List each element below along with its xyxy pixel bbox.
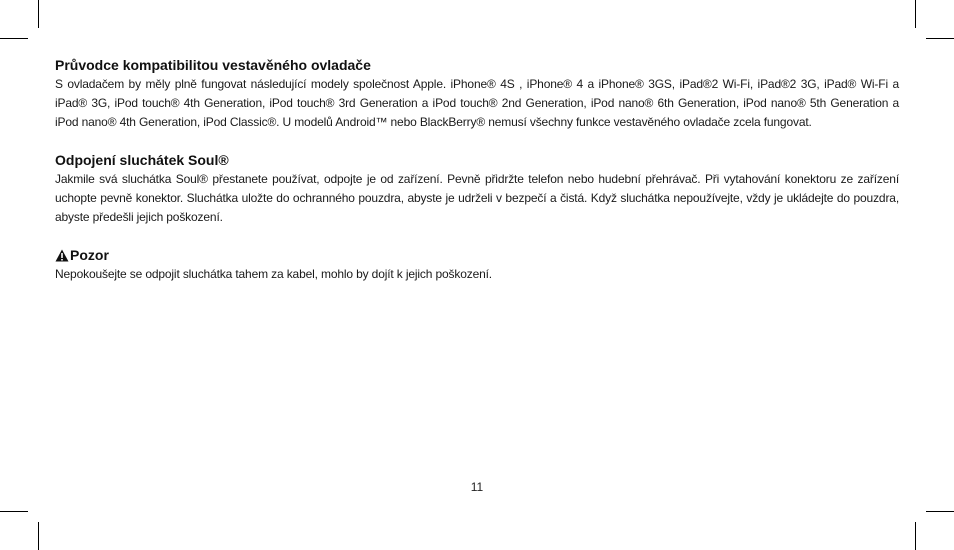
crop-mark-bottom-right-horizontal xyxy=(926,511,954,512)
page-content xyxy=(55,56,899,303)
disconnect-section xyxy=(55,151,899,227)
warning-heading: Pozor xyxy=(70,247,109,263)
disconnect-text: Jakmile svá sluchátka Soul® přestanete používat, odpojte je od zařízení. Pevně přidržte telefon nebo hudební přehrávač. Při vytahování konektoru ze zařízení uchopte pevně konektor. Sluchátka uložte do ochranného pouzdra, abyste je udrželi v bezpečí a čistá. Když sluchátka nepoužívejte, vždy je ukládejte do pouzdra, abyste předešli jejich poškození. xyxy=(55,172,899,224)
crop-mark-top-left-horizontal xyxy=(0,38,28,39)
disconnect-heading: Odpojení sluchátek Soul® xyxy=(55,152,229,168)
crop-mark-top-left-vertical xyxy=(38,0,39,28)
compatibility-text: S ovladačem by měly plně fungovat následující modely společnost Apple. iPhone® 4S , iPhone® 4 a iPhone® 3GS, iPad®2 Wi-Fi, iPad®2 3G, iPad® Wi-Fi a iPad® 3G, iPod touch® 4th Generation, iPod touch® 3rd Generation a iPod touch® 2nd Generation, iPod nano® 6th Generation, iPod nano® 5th Generation a iPod nano® 4th Generation, iPod Classic®. U modelů Android™ nebo BlackBerry® nemusí všechny funkce vestavěného ovladače zcela fungovat. xyxy=(55,77,899,129)
warning-section xyxy=(55,246,899,284)
compatibility-heading: Průvodce kompatibilitou vestavěného ovladače xyxy=(55,57,371,73)
warning-triangle-icon xyxy=(55,249,69,262)
crop-mark-bottom-left-vertical xyxy=(38,522,39,550)
crop-mark-bottom-right-vertical xyxy=(915,522,916,550)
crop-mark-top-right-vertical xyxy=(915,0,916,28)
warning-text: Nepokoušejte se odpojit sluchátka tahem za kabel, mohlo by dojít k jejich poškození. xyxy=(55,267,492,281)
crop-mark-bottom-left-horizontal xyxy=(0,511,28,512)
crop-mark-top-right-horizontal xyxy=(926,38,954,39)
compatibility-section xyxy=(55,56,899,132)
page-number: 11 xyxy=(470,480,484,494)
warning-heading-row xyxy=(55,246,899,265)
